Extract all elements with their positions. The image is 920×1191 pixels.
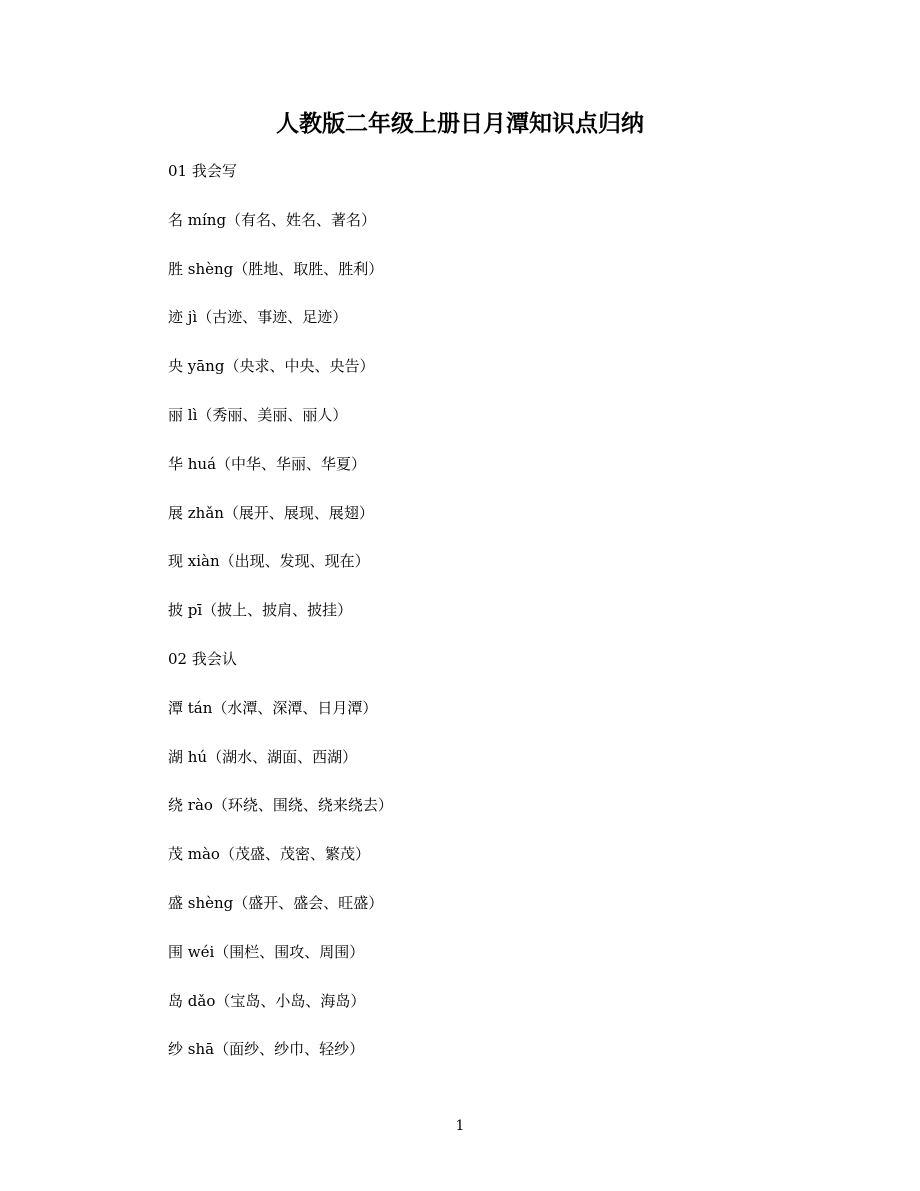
list-item: 胜 shèng（胜地、取胜、胜利） xyxy=(168,259,384,278)
list-item: 绕 rào（环绕、围绕、绕来绕去） xyxy=(168,796,393,815)
list-item: 湖 hú（湖水、湖面、西湖） xyxy=(168,747,358,766)
list-item: 披 pī（披上、披肩、披挂） xyxy=(168,601,353,620)
document-body xyxy=(168,156,768,1083)
list-item: 迹 jì（古迹、事迹、足迹） xyxy=(168,308,348,327)
list-item: 丽 lì（秀丽、美丽、丽人） xyxy=(168,405,348,424)
list-item: 名 míng（有名、姓名、著名） xyxy=(168,210,377,229)
list-item: 岛 dǎo（宝岛、小岛、海岛） xyxy=(168,991,366,1010)
page-number: 1 xyxy=(455,1118,465,1134)
page-title: 人教版二年级上册日月潭知识点归纳 xyxy=(276,110,644,137)
list-item: 潭 tán（水潭、深潭、日月潭） xyxy=(168,698,378,717)
list-item: 华 huá（中华、华丽、华夏） xyxy=(168,454,367,473)
list-item: 围 wéi（围栏、围攻、周围） xyxy=(168,942,365,961)
list-item: 现 xiàn（出现、发现、现在） xyxy=(168,552,370,571)
list-item: 央 yāng（央求、中央、央告） xyxy=(168,357,375,376)
section-heading: 01 我会写 xyxy=(168,162,237,180)
section-heading: 02 我会认 xyxy=(168,649,237,668)
list-item: 茂 mào（茂盛、茂密、繁茂） xyxy=(168,845,370,864)
list-item: 盛 shèng（盛开、盛会、旺盛） xyxy=(168,893,384,912)
list-item: 纱 shā（面纱、纱巾、轻纱） xyxy=(168,1040,365,1059)
list-item: 展 zhǎn（展开、展现、展翅） xyxy=(168,503,374,522)
